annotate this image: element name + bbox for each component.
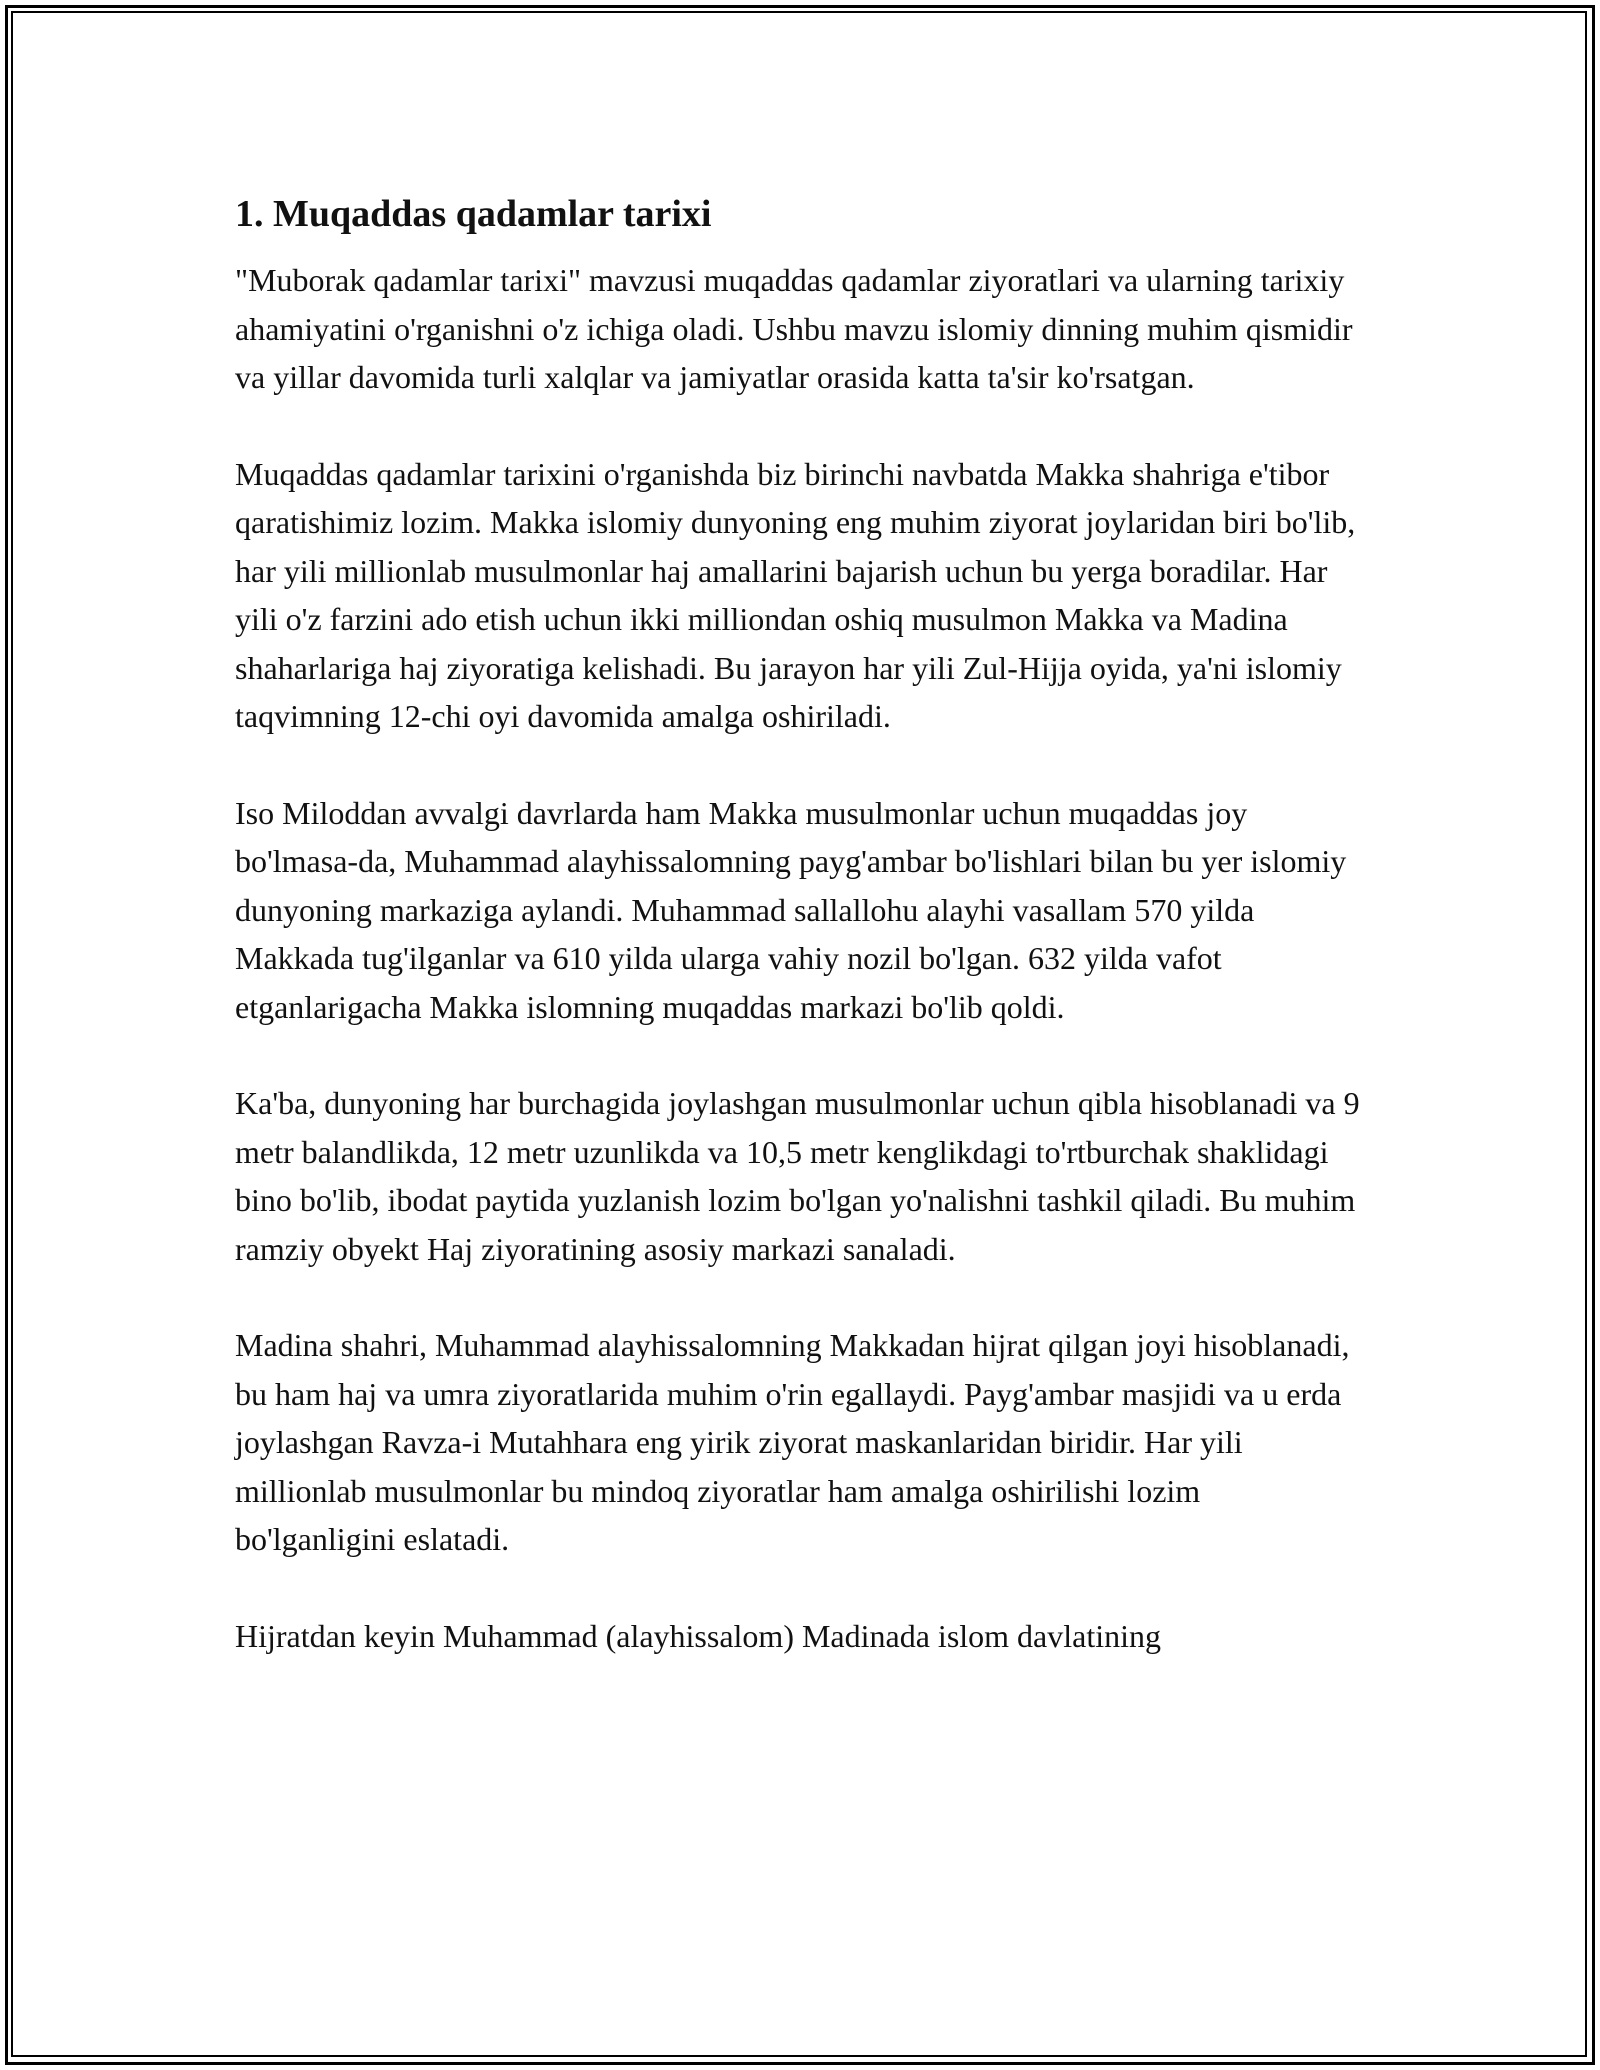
paragraph-intro: "Muborak qadamlar tarixi" mavzusi muqaddas qadamlar ziyoratlari va ularning tarixiy ahamiyatini o'rganishni o'z ichiga oladi. Ushbu mavzu islomiy dinning muhim qismidir va yillar davomida turli xalqlar va jamiyatlar orasida katta ta'sir ko'rsatgan.: [235, 262, 1353, 395]
paragraph-madina: Madina shahri, Muhammad alayhissalomning Makkadan hijrat qilgan joyi hisoblanadi, bu ham haj va umra ziyoratlarida muhim o'rin egallaydi. Payg'ambar masjidi va u erda joylashgan Ravza-i Mutahhara eng yirik ziyorat maskanlaridan biridir. Har yili millionlab musulmonlar bu mindoq ziyoratlar ham amalga oshirilishi lozim bo'lganligini eslatadi.: [235, 1327, 1350, 1557]
document-body: [235, 188, 1365, 1708]
section-title: 1. Muqaddas qadamlar tarixi: [235, 193, 712, 235]
paragraph-makka: Muqaddas qadamlar tarixini o'rganishda biz birinchi navbatda Makka shahriga e'tibor qaratishimiz lozim. Makka islomiy dunyoning eng muhim ziyorat joylaridan biri bo'lib, har yili millionlab musulmonlar haj amallarini bajarish uchun bu yerga boradilar. Har yili o'z farzini ado etish uchun ikki milliondan oshiq musulmon Makka va Madina shaharlariga haj ziyoratiga kelishadi. Bu jarayon har yili Zul-Hijja oyida, ya'ni islomiy taqvimning 12-chi oyi davomida amalga oshiriladi.: [235, 455, 1356, 734]
paragraph-history: Iso Miloddan avvalgi davrlarda ham Makka musulmonlar uchun muqaddas joy bo'lmasa-da, Muhammad alayhissalomning payg'ambar bo'lishlari bilan bu yer islomiy dunyoning markaziga aylandi. Muhammad sallallohu alayhi vasallam 570 yilda Makkada tug'ilganlar va 610 yilda ularga vahiy nozil bo'lgan. 632 yilda vafot etganlarigacha Makka islomning muqaddas markazi bo'lib qoldi.: [235, 794, 1347, 1025]
paragraph-hijrat: Hijratdan keyin Muhammad (alayhissalom) Madinada islom davlatining: [235, 1617, 1162, 1654]
paragraph-kaaba: Ka'ba, dunyoning har burchagida joylashgan musulmonlar uchun qibla hisoblanadi va 9 metr balandlikda, 12 metr uzunlikda va 10,5 metr kenglikdagi to'rtburchak shaklidagi bino bo'lib, ibodat paytida yuzlanish lozim bo'lgan yo'nalishni tashkil qiladi. Bu muhim ramziy obyekt Haj ziyoratining asosiy markazi sanaladi.: [235, 1085, 1360, 1267]
